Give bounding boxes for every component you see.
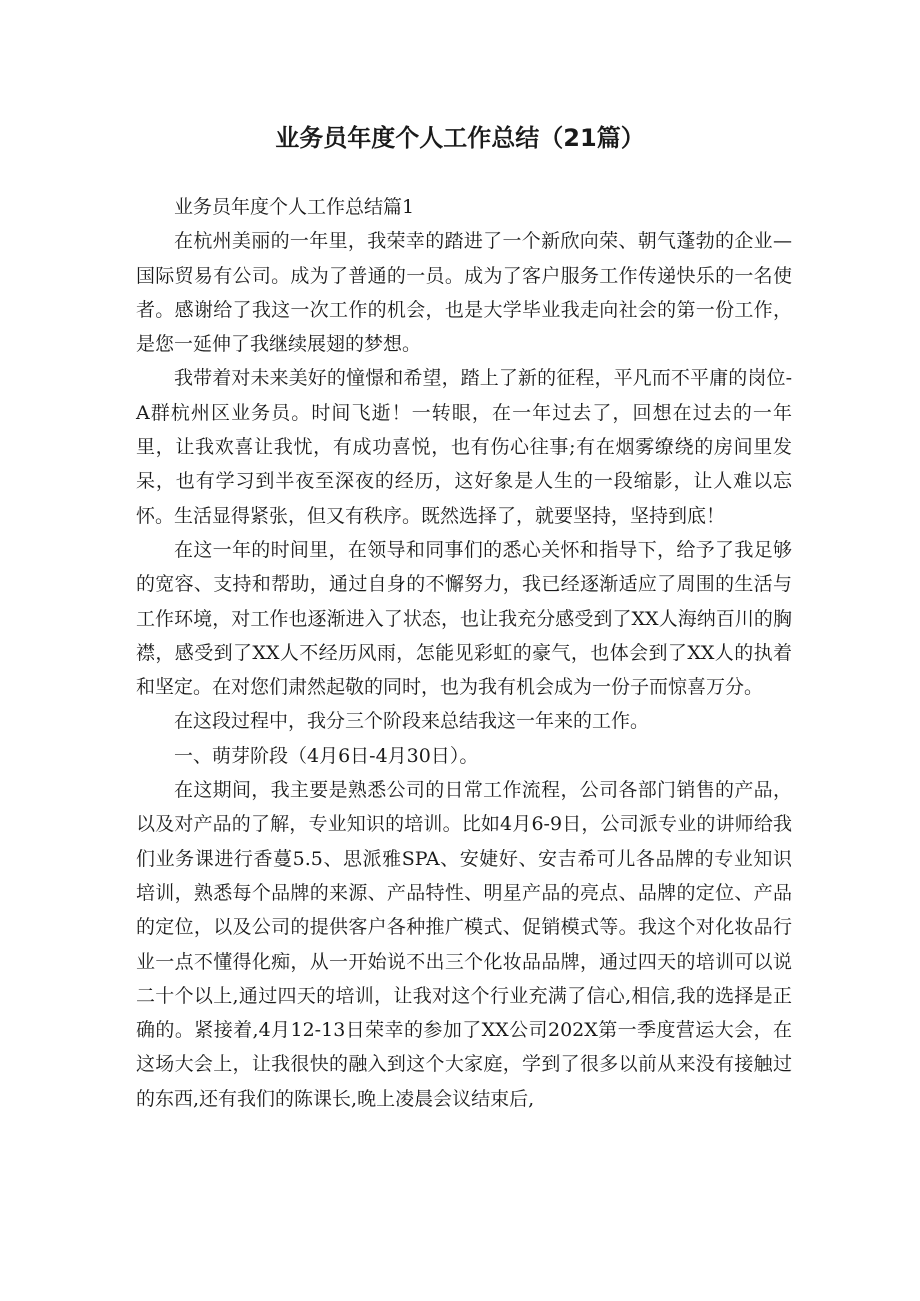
document-body (136, 190, 792, 1116)
stage-heading: 一、萌芽阶段（4月6日-4月30日）。 (174, 744, 479, 767)
paragraph: 在这段过程中，我分三个阶段来总结我这一年来的工作。 (174, 710, 650, 733)
section-heading: 业务员年度个人工作总结篇1 (174, 196, 415, 218)
paragraph: 在杭州美丽的一年里，我荣幸的踏进了一个新欣向荣、朝气蓬勃的企业—国际贸易有公司。成为了普通的一员。成为了客户服务工作传递快乐的一名使者。感谢给了我这一次工作的机会，也是大学毕业我走向社会的第一份工作，是您一延伸了我继续展翅的梦想。 (136, 230, 792, 356)
document-title: 业务员年度个人工作总结（21篇） (275, 124, 645, 152)
paragraph: 我带着对未来美好的憧憬和希望，踏上了新的征程，平凡而不平庸的岗位-A群杭州区业务员。时间飞逝！一转眼，在一年过去了，回想在过去的一年里，让我欢喜让我忧，有成功喜悦，也有伤心往事;有在烟雾缭绕的房间里发呆，也有学习到半夜至深夜的经历，这好象是人生的一段缩影，让人难以忘怀。生活显得紧张，但又有秩序。既然选择了，就要坚持，坚持到底！ (136, 367, 792, 527)
paragraph: 在这一年的时间里，在领导和同事们的悉心关怀和指导下，给予了我足够的宽容、支持和帮助，通过自身的不懈努力，我已经逐渐适应了周围的生活与工作环境，对工作也逐渐进入了状态，也让我充分感受到了XX人海纳百川的胸襟，感受到了XX人不经历风雨，怎能见彩虹的豪气，也体会到了XX人的执着和坚定。在对您们肃然起敬的同时，也为我有机会成为一份子而惊喜万分。 (136, 538, 792, 699)
paragraph: 在这期间，我主要是熟悉公司的日常工作流程，公司各部门销售的产品，以及对产品的了解，专业知识的培训。比如4月6-9日，公司派专业的讲师给我们业务课进行香蔓5.5、思派雅SPA、安婕好、安吉希可儿各品牌的专业知识培训，熟悉每个品牌的来源、产品特性、明星产品的亮点、品牌的定位、产品的定位，以及公司的提供客户各种推广模式、促销模式等。我这个对化妆品行业一点不懂得化痴，从一开始说不出三个化妆品品牌，通过四天的培训可以说二十个以上,通过四天的培训，让我对这个行业充满了信心,相信,我的选择是正确的。紧接着,4月12-13日荣幸的参加了XX公司202X第一季度营运大会，在这场大会上，让我很快的融入到这个大家庭，学到了很多以前从来没有接触过的东西,还有我们的陈课长,晚上凌晨会议结束后, (136, 779, 792, 1110)
